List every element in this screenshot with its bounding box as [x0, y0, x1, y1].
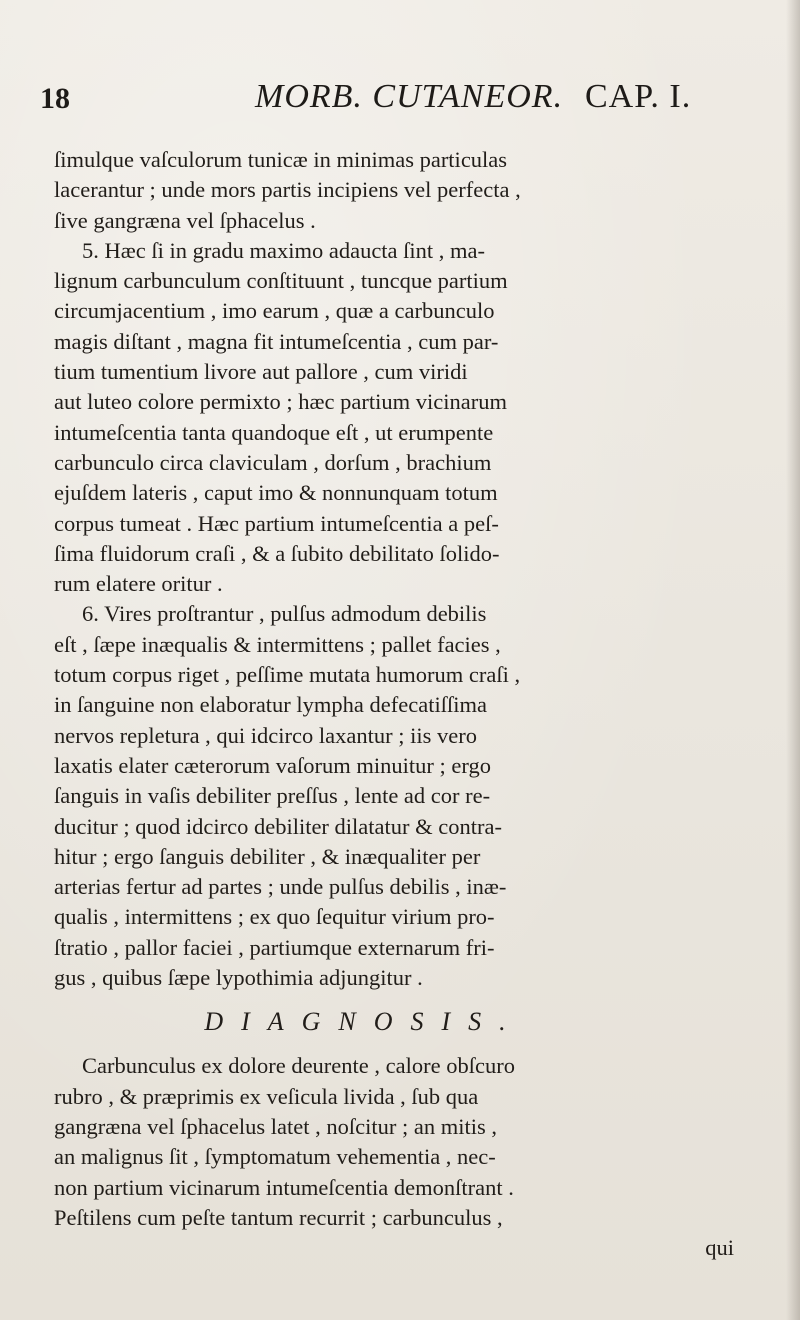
chapter-label: CAP. I. [585, 78, 692, 115]
text-line: 5. Hæc ſi in gradu maximo adaucta ſint , ma- [82, 237, 486, 263]
text-line: in ſanguine non elaboratur lympha defecatiſſima [54, 692, 487, 718]
text-line: ſanguis in vaſis debiliter preſſus , lente ad cor re- [54, 783, 491, 809]
text-line: Carbunculus ex dolore deurente , calore obſcuro [82, 1053, 515, 1079]
page-edge-shadow [786, 0, 800, 1320]
text-line: hitur ; ergo ſanguis debiliter , & inæqualiter per [54, 843, 481, 869]
text-line: corpus tumeat . Hæc partium intumeſcentia a peſ- [54, 510, 499, 536]
text-line: ſima fluidorum craſi , & a ſubito debilitato ſolido- [54, 540, 500, 566]
text-line: 6. Vires proſtrantur , pulſus admodum debilis [82, 601, 487, 627]
text-line: lignum carbunculum conſtituunt , tuncque partium [54, 268, 508, 294]
text-line: qualis , intermittens ; ex quo ſequitur virium pro- [54, 904, 495, 930]
text-line: totum corpus riget , peſſime mutata humorum craſi , [54, 662, 521, 688]
text-line: rum elatere oritur . [54, 571, 223, 597]
text-line: lacerantur ; unde mors partis incipiens vel perfecta , [54, 177, 521, 203]
text-line: gangræna vel ſphacelus latet , noſcitur ; an mitis , [54, 1113, 498, 1139]
text-line: eſt , ſæpe inæqualis & intermittens ; pallet facies , [54, 631, 501, 657]
text-line: circumjacentium , imo earum , quæ a carbunculo [54, 298, 495, 324]
text-line: tium tumentium livore aut pallore , cum viridi [54, 359, 468, 385]
text-line: ſtratio , pallor faciei , partiumque externarum fri- [54, 934, 495, 960]
catchword: qui [705, 1235, 734, 1261]
page-number: 18 [40, 82, 70, 115]
text-line: intumeſcentia tanta quandoque eſt , ut erumpente [54, 419, 494, 445]
text-line: laxatis elater cæterorum vaſorum minuitur ; ergo [54, 752, 491, 778]
running-head: MORB. CUTANEOR. [255, 78, 564, 115]
text-line: magis diſtant , magna fit intumeſcentia , cum par- [54, 328, 499, 354]
body-text [54, 145, 744, 1263]
section-heading: DIAGNOSIS. [204, 1007, 524, 1037]
text-line: aut luteo colore permixto ; hæc partium vicinarum [54, 389, 507, 415]
text-line: non partium vicinarum intumeſcentia demonſtrant . [54, 1174, 514, 1200]
page-header [40, 78, 740, 128]
text-line: carbunculo circa claviculam , dorſum , brachium [54, 449, 492, 475]
text-line: arterias fertur ad partes ; unde pulſus debilis , inæ- [54, 874, 507, 900]
text-line: ducitur ; quod idcirco debiliter dilatatur & contra- [54, 813, 502, 839]
text-line: nervos repletura , qui idcirco laxantur ; iis vero [54, 722, 477, 748]
text-line: ejuſdem lateris , caput imo & nonnunquam totum [54, 480, 498, 506]
text-line: gus , quibus ſæpe lypothimia adjungitur . [54, 965, 423, 991]
text-line: Peſtilens cum peſte tantum recurrit ; carbunculus , [54, 1204, 503, 1230]
text-line: an malignus ſit , ſymptomatum vehementia , nec- [54, 1144, 496, 1170]
text-line: ſive gangræna vel ſphacelus . [54, 207, 316, 233]
text-line: rubro , & præprimis ex veſicula livida , ſub qua [54, 1083, 479, 1109]
text-line: ſimulque vaſculorum tunicæ in minimas particulas [54, 147, 508, 172]
